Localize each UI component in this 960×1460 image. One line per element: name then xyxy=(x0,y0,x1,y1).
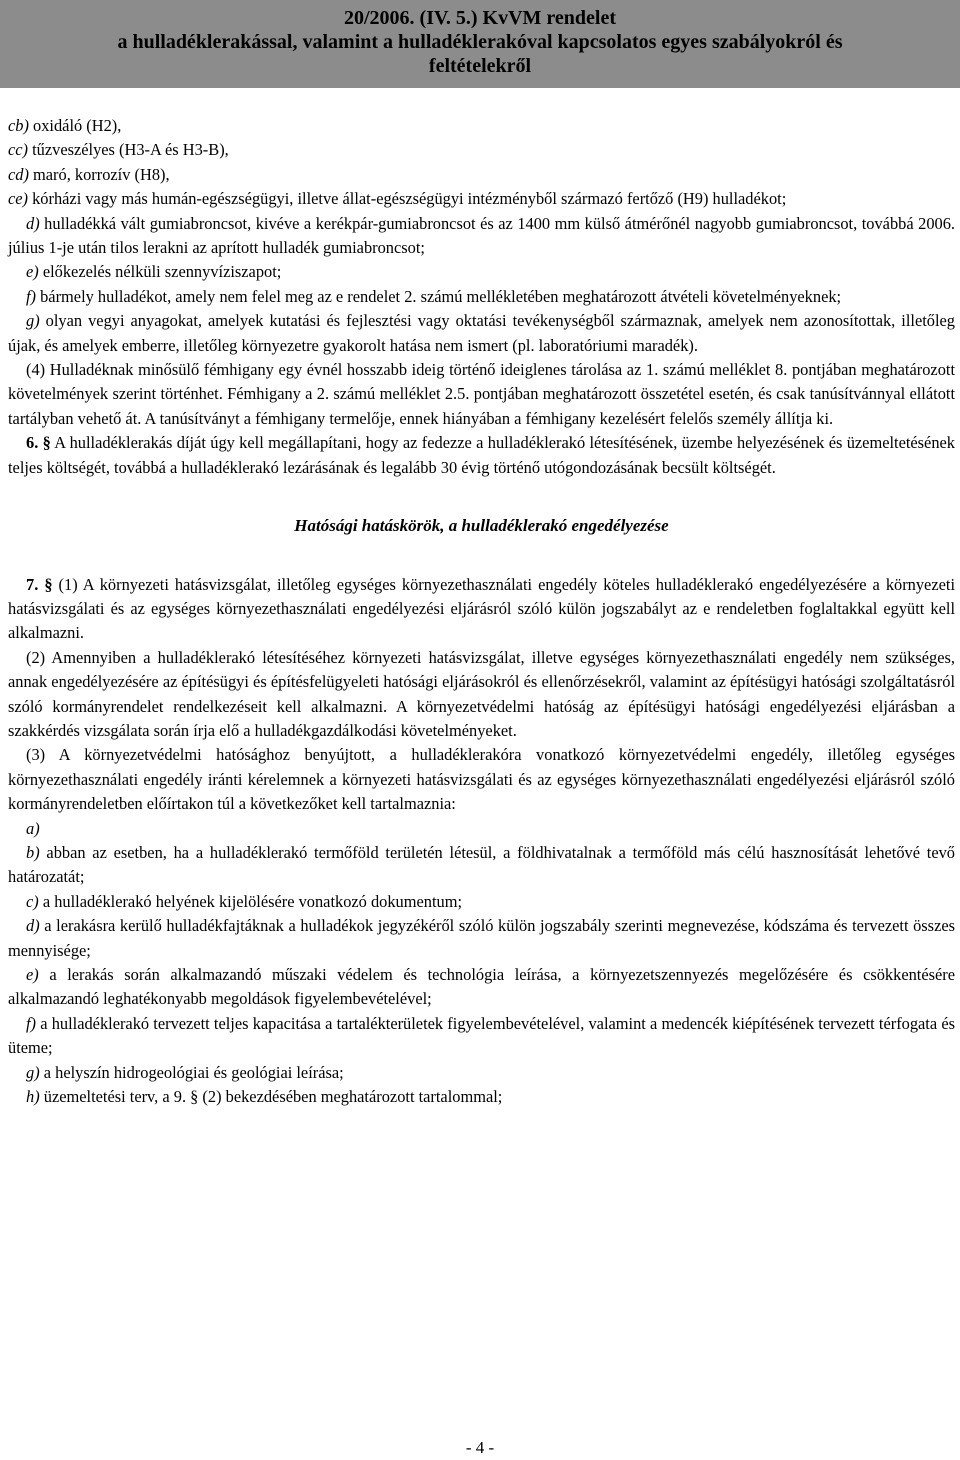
list-item: d) hulladékká vált gumiabroncsot, kivéve a kerékpár-gumiabroncsot és az 1400 mm külső átmérőnél nagyobb gumiabroncsot, továbbá 2006. július 1-je után tilos lerakni az aprított hulladék gumiabroncsot; xyxy=(8,213,955,258)
list-item: e) a lerakás során alkalmazandó műszaki védelem és technológia leírása, a környezetszennyezés megelőzésére és csökkentésére alkalmazandó leghatékonyabb megoldások figyelembevételével; xyxy=(8,965,955,1009)
header-line-1: 20/2006. (IV. 5.) KvVM rendelet xyxy=(343,7,616,29)
section-7: 7. § (1) A környezeti hatásvizsgálat, illetőleg egységes környezethasználati engedély köteles hulladéklerakó engedélyezésére a környezeti hatásvizsgálati és az egységes környezethasználati engedélyezési eljárásról szóló külön jogszabályt az e rendeletben foglaltakkal együtt kell alkalmazni. xyxy=(8,574,955,643)
list-item: c) a hulladéklerakó helyének kijelölésére vonatkozó dokumentum; xyxy=(26,891,463,911)
section-number: 6. xyxy=(26,433,39,453)
section-number: 7. xyxy=(26,574,39,594)
section-sign: § xyxy=(44,574,53,594)
document-body xyxy=(8,114,955,1109)
list-item: ce) kórházi vagy más humán-egészségügyi, illetve állat-egészségügyi intézményből származó fertőző (H9) hulladékot; xyxy=(8,189,787,209)
list-item: cb) oxidáló (H2), xyxy=(8,116,122,135)
list-item: h) üzemeltetési terv, a 9. § (2) bekezdésében meghatározott tartalommal; xyxy=(26,1087,503,1107)
list-item: d) a lerakásra kerülő hulladékfajtáknak a hulladékok jegyzékéről szóló külön jogszabály szerinti megnevezése, kódszáma és tervezett összes mennyisége; xyxy=(8,916,955,960)
page-number: - 4 - xyxy=(465,1438,495,1457)
list-item: f) bármely hulladékot, amely nem felel meg az e rendelet 2. számú mellékletében meghatározott átvételi követelményeknek; xyxy=(26,286,842,306)
list-item: e) előkezelés nélküli szennyvíziszapot; xyxy=(26,262,282,282)
paragraph-7-3: (3) A környezetvédelmi hatósághoz benyújtott, a hulladéklerakóra vonatkozó környezetvédelmi engedély, illetőleg egységes környezethasználati engedély iránti kérelemnek a környezeti hatásvizsgálati és az egységes környezethasználati engedélyezési eljárásról szóló kormányrendeletben előírtakon túl a következőket kell tartalmaznia: xyxy=(8,745,955,814)
section-sign: § xyxy=(42,433,51,453)
paragraph-4: (4) Hulladéknak minősülő fémhigany egy évnél hosszabb ideig történő ideiglenes tárolása az 1. számú melléklet 8. pontjában meghatározott követelmények szerint történhet. Fémhigany a 2. számú melléklet 2.5. pontjában meghatározott összetétel esetén, és csak tanúsítvánnyal ellátott tartályban vehető át. A tanúsítványt a fémhigany termelője, ennek hiányában a fémhigany kezelésért felelős személy állítja ki. xyxy=(8,360,955,428)
header-line-2: a hulladéklerakással, valamint a hulladéklerakóval kapcsolatos egyes szabályokról és xyxy=(117,31,843,53)
section-heading: Hatósági hatáskörök, a hulladéklerakó engedélyezése xyxy=(294,516,669,536)
list-item: b) abban az esetben, ha a hulladéklerakó termőföld területén létesül, a földhivatalnak a termőföld más célú hasznosítását lehetővé tevő határozatát; xyxy=(8,842,955,887)
list-item: cc) tűzveszélyes (H3-A és H3-B), xyxy=(8,140,229,160)
paragraph-7-2: (2) Amennyiben a hulladéklerakó létesítéséhez környezeti hatásvizsgálat, illetve egységes környezethasználati engedély nem szükséges, annak engedélyezésére az építésügyi és építésfelügyeleti hatósági eljárásokról és ellenőrzésekről, valamint az építésügyi hatósági szolgáltatásról szóló kormányrendelet rendelkezéseit kell alkalmazni. A környezetvédelmi hatóság az építésügyi hatósági engedélyezési eljárásban a szakkérdés vizsgálata során írja elő a hulladékgazdálkodási követelményeket. xyxy=(8,647,955,740)
list-item: f) a hulladéklerakó tervezett teljes kapacitása a tartalékterületek figyelembevételével, valamint a medencék kiépítésének tervezett térfogata és üteme; xyxy=(8,1013,955,1058)
list-item: a) xyxy=(26,818,40,838)
list-item: g) olyan vegyi anyagokat, amelyek kutatási és fejlesztési vagy oktatási tevékenységből származnak, amelyek nem azonosítottak, illetőleg újak, és amelyek emberre, illetőleg környezetre gyakorolt hatása nem ismert (pl. laboratóriumi maradék). xyxy=(8,311,955,355)
header-line-3: feltételekről xyxy=(428,55,532,77)
document-header xyxy=(0,0,960,88)
list-item: g) a helyszín hidrogeológiai és geológiai leírása; xyxy=(26,1062,344,1082)
section-6: 6. § A hulladéklerakás díját úgy kell megállapítani, hogy az fedezze a hulladéklerakó létesítésének, üzembe helyezésének és üzemeltetésének teljes költségét, továbbá a hulladéklerakó lezárásának és legalább 30 évig történő utógondozásának becsült költségét. xyxy=(8,433,955,477)
list-item: cd) maró, korrozív (H8), xyxy=(8,164,170,184)
